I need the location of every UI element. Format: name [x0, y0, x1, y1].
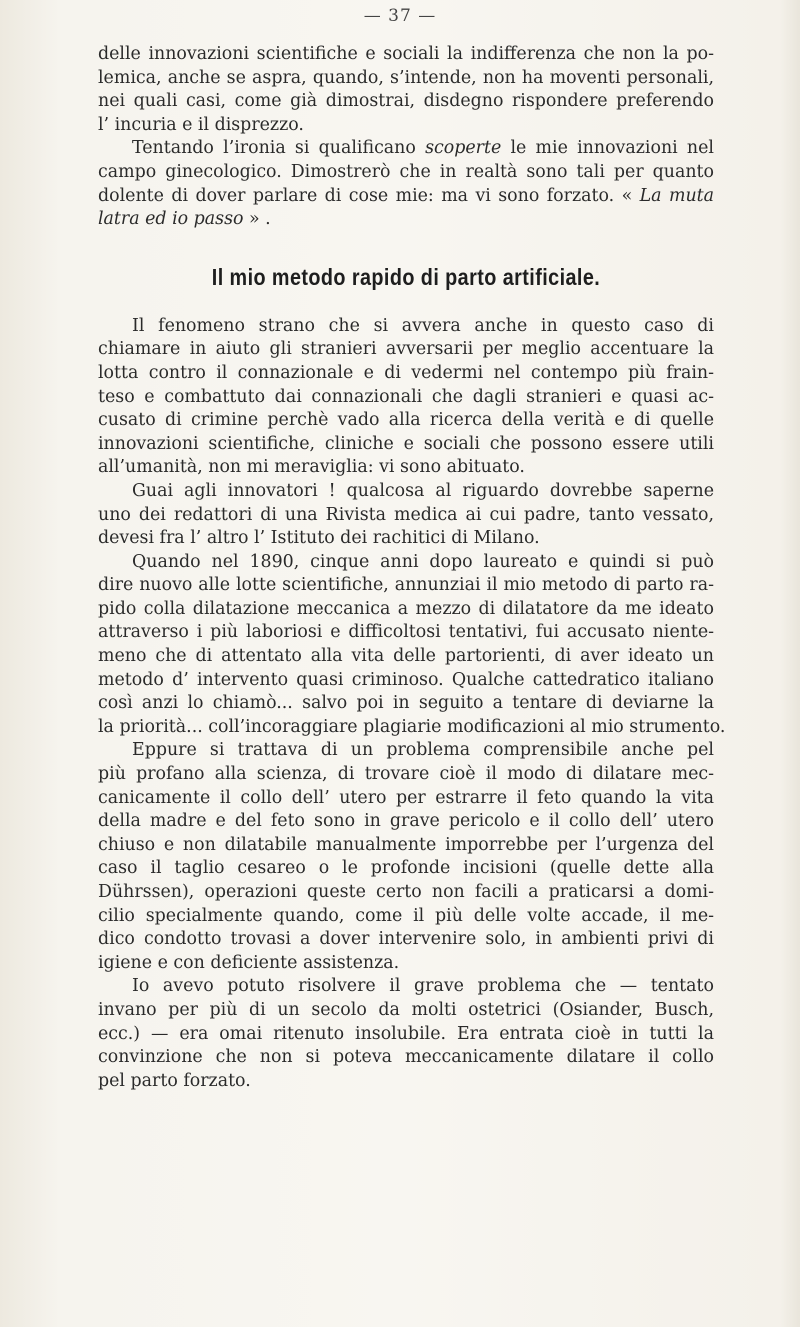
text-line: metodo d’ intervento quasi criminoso. Qualche cattedratico italiano	[98, 669, 714, 690]
text-line: lotta contro il connazionale e di vedermi nel contempo più frain-	[98, 362, 714, 383]
text-line	[98, 137, 714, 161]
text-line: innovazioni scientifiche, cliniche e sociali che possono essere utili	[98, 433, 714, 454]
text-line: Quando nel 1890, cinque anni dopo laureato e quindi si può	[132, 551, 714, 572]
text-line: Eppure si trattava di un problema comprensibile anche pel	[132, 740, 714, 761]
italic-quote: La muta	[639, 185, 714, 206]
text-line: caso il taglio cesareo o le profonde incisioni (quelle dette alla	[98, 858, 714, 879]
text-line: uno dei redattori di una Rivista medica ai cui padre, tanto vessato,	[98, 504, 714, 525]
text-line: lemica, anche se aspra, quando, s’intende, non ha moventi personali,	[98, 67, 714, 88]
paragraph-irony	[98, 137, 714, 231]
paragraph-quando	[98, 551, 726, 740]
text-line: nei quali casi, come già dimostrai, disdegno rispondere preferendo	[98, 91, 714, 112]
text-line: meno che di attentato alla vita delle partorienti, di aver ideato un	[98, 646, 714, 667]
paragraph-intro	[98, 43, 714, 137]
text-line: convinzione che non si poteva meccanicamente dilatare il collo	[98, 1047, 714, 1068]
text-line: cilio specialmente quando, come il più delle volte accade, il me-	[98, 905, 714, 926]
paragraph-fenomeno	[98, 315, 714, 480]
text-line: Il fenomeno strano che si avvera anche in questo caso di	[132, 315, 714, 336]
text-line: delle innovazioni scientifiche e sociali la indifferenza che non la po-	[98, 44, 714, 64]
text-line: cusato di crimine perchè vado alla ricerca della verità e di quelle	[98, 410, 714, 431]
text-line: così anzi lo chiamò... salvo poi in seguito a tentare di deviarne la	[98, 693, 714, 714]
text-line: ecc.) — era omai ritenuto insolubile. Era entrata cioè in tutti la	[98, 1023, 714, 1044]
text-line: Guai agli innovatori ! qualcosa al riguardo dovrebbe saperne	[132, 480, 714, 501]
text-line: attraverso i più laboriosi e difficoltosi tentativi, fui accusato niente-	[98, 622, 714, 643]
text-line: teso e combattuto dai connazionali che dagli stranieri e quasi ac-	[98, 386, 714, 407]
text-fragment: dolente di dover parlare di cose mie: ma vi sono forzato. «	[98, 185, 633, 206]
text-line: pido colla dilatazione meccanica a mezzo di dilatatore da me ideato	[98, 598, 714, 619]
text-line: campo ginecologico. Dimostrerò che in realtà sono tali per quanto	[98, 161, 714, 182]
italic-quote: latra ed io passo	[98, 209, 244, 230]
text-line	[98, 185, 714, 209]
text-line: invano per più di un secolo da molti ostetrici (Osiander, Busch,	[98, 999, 714, 1020]
text-line: all’umanità, non mi meraviglia: vi sono abituato.	[98, 457, 525, 478]
section-heading: Il mio metodo rapido di parto artificiale.	[211, 263, 601, 290]
text-line: igiene e con deficiente assistenza.	[98, 952, 400, 973]
text-line: chiuso e non dilatabile manualmente imporrebbe per l’urgenza del	[98, 834, 714, 855]
text-line: dire nuovo alle lotte scientifiche, annunziai il mio metodo di parto ra-	[98, 575, 714, 596]
text-line: più profano alla scienza, di trovare cioè il modo di dilatare mec-	[98, 764, 714, 785]
text-column	[98, 43, 726, 1093]
text-line: dico condotto trovasi a dover intervenire solo, in ambienti privi di	[98, 929, 714, 950]
italic-word: scoperte	[425, 138, 502, 159]
text-line: della madre e del feto sono in grave pericolo e il collo dell’ utero	[98, 811, 714, 832]
text-fragment: Tentando l’ironia si qualificano	[132, 138, 416, 159]
paragraph-eppure	[98, 739, 714, 975]
paragraph-io-avevo	[98, 975, 714, 1093]
text-line: Dührssen), operazioni queste certo non facili a praticarsi a domi-	[98, 882, 714, 902]
paragraph-guai	[98, 480, 714, 551]
page-number: — 37 —	[363, 6, 437, 26]
text-line: la priorità... coll’incoraggiare plagiarie modificazioni al mio strumento.	[98, 716, 726, 737]
text-line: pel parto forzato.	[98, 1070, 251, 1091]
text-line: canicamente il collo dell’ utero per estrarre il feto quando la vita	[98, 787, 714, 808]
text-fragment: le mie innovazioni nel	[510, 138, 714, 159]
text-line: Io avevo potuto risolvere il grave problema che — tentato	[132, 976, 714, 997]
text-line	[98, 208, 714, 232]
text-fragment: » .	[249, 209, 271, 230]
text-line: devesi fra l’ altro l’ Istituto dei rachitici di Milano.	[98, 528, 540, 549]
text-line: l’ incuria e il disprezzo.	[98, 114, 304, 135]
text-line: chiamare in aiuto gli stranieri avversarii per meglio accentuare la	[98, 339, 714, 360]
